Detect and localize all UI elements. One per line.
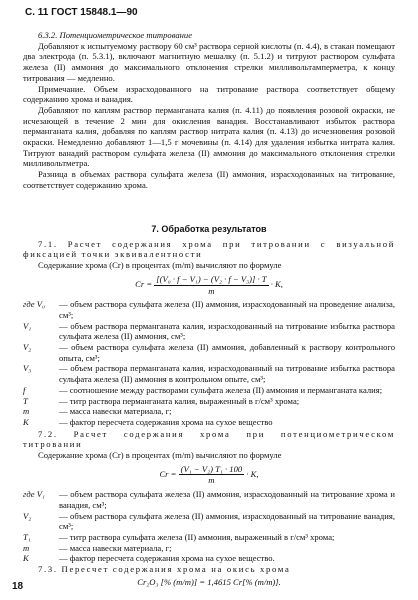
definition-symbol: f <box>23 384 26 395</box>
definition-text: — объем раствора сульфата железа (II) аммония, израсходованный на проведение анализа, см³; <box>59 299 395 320</box>
section-7 <box>23 224 395 588</box>
page-header: С. 11 ГОСТ 15848.1—90 <box>25 7 138 18</box>
section-heading: 7. Обработка результатов <box>151 224 267 234</box>
paragraph: Добавляют по каплям раствор перманганата калия (п. 4.11) до появления розовой окраски, не исчезающей в течение 2 мин для окисления ванадия. Восстанавливают избыток раствора перманганата калия, добавляя по каплям раствор нитрата калия (п. 4.13) до исчезновения розовой окраски. Немедленно добавляют 1—1,5 г мочевины (п. 4.14) для удаления избытка нитрата калия. Титруют ванадий раствором сульфата железа (II) аммония до максимального отклонения стрелки милливольтметра. <box>23 104 395 169</box>
definition-symbol: V₁ <box>23 320 32 331</box>
definition-symbol: m <box>23 542 30 553</box>
fraction <box>154 274 268 296</box>
definition-symbol: где V₀ <box>23 299 46 310</box>
note: Примечание. Объем израсходованного на титрование раствора соответствует общему содержанию хрома и ванадия. <box>23 83 395 105</box>
definition-text: — объем раствора сульфата железа (II) аммония, израсходованный на титрование ванадия, см³; <box>59 510 395 532</box>
denominator: m <box>208 285 215 296</box>
definition-symbol: T <box>23 395 28 406</box>
definition-text: — соотношение между растворами сульфата железа (II) аммония и перманганата калия; <box>59 384 383 395</box>
definition-symbol: K <box>23 553 29 564</box>
section-6-3-2 <box>23 30 395 191</box>
definition-text: — объем раствора перманганата калия, израсходованный на титрование избытка раствора сульфата железа (II) аммония в контрольном опыте, см³; <box>59 363 395 385</box>
subsection-title: 6.3.2. Потенциометрическое титрование <box>38 30 193 40</box>
definition-symbol: K <box>23 416 29 427</box>
definitions-list <box>23 299 395 427</box>
paragraph: Разница в объемах раствора сульфата железа (II) аммония, израсходованных на титрование, соответствует содержанию хрома. <box>23 169 395 190</box>
paragraph: Добавляют к испытуемому раствору 60 см³ раствора серной кислоты (п. 4.4), в стакан помещают два электрода (п. 5.3.1), включают магнитную мешалку (п. 5.1.2) и титруют раствором сульфата железа (II) аммония до максимального отклонения стрелки милливольтамперметра, к концу титрования — медленно. <box>23 40 395 83</box>
definition-text: — титр раствора перманганата калия, выраженный в г/см³ хрома; <box>59 395 300 406</box>
formula-tail: · K, <box>270 278 283 289</box>
definition-text: — фактор пересчета содержания хрома на сухое вещество <box>59 416 273 427</box>
page-number: 18 <box>12 581 24 592</box>
formula-intro: Содержание хрома (Cr) в процентах (m/m) вычисляют по формуле <box>38 260 282 271</box>
subsection-7-3-title: 7.3. Пересчет содержания хрома на окись хрома <box>38 564 291 575</box>
subsection-7-2-title: 7.2. Расчет содержания хрома при потенциометрическом титровании <box>23 428 395 450</box>
numerator: [(V₀ · f − V₁) − (V₂ · f − V₃)] · T <box>156 273 267 284</box>
formula-lhs: Cr = <box>159 468 177 479</box>
definition-symbol: V₂ <box>23 342 32 353</box>
definition-text: — объем раствора сульфата железа (II) аммония, израсходованный на титрование хрома и ванадия, см³; <box>59 489 395 510</box>
subsection-7-1-title: 7.1. Расчет содержания хрома при титровании с визуальной фиксацией точки эквивалентности <box>23 238 395 260</box>
formula-lhs: Cr = <box>135 278 153 289</box>
numerator: (V₁ − V₂) T₁ · 100 <box>180 463 243 474</box>
formula-1 <box>23 274 395 296</box>
definition-text: — масса навески материала, г; <box>59 406 172 417</box>
definition-symbol: V₂ <box>23 510 32 521</box>
formula-intro: Содержание хрома (Cr) в процентах (m/m) вычисляют по формуле <box>38 450 282 461</box>
denominator: m <box>208 475 215 486</box>
formula-2 <box>23 464 395 486</box>
definitions-list <box>23 489 395 564</box>
definition-symbol: где V₁ <box>23 489 46 500</box>
fraction <box>179 464 245 486</box>
definition-text: — объем раствора перманганата калия, израсходованный на титрование избытка раствора сульфата железа (II) аммония, см³; <box>59 320 395 342</box>
definition-symbol: m <box>23 406 30 417</box>
definition-text: — масса навески материала, г; <box>59 542 172 553</box>
definition-text: — титр раствора сульфата железа (II) аммония, выраженный в г/см³ хрома; <box>59 531 335 542</box>
definition-text: — фактор пересчета содержания хрома на сухое вещество. <box>59 553 275 564</box>
definition-text: — объем раствора сульфата железа (II) аммония, добавленный к раствору контрольного опыта, см³; <box>59 342 395 363</box>
formula-3: Cr₂O₃ [% (m/m)] = 1,4615 Cr[% (m/m)]. <box>137 576 281 587</box>
definition-symbol: V₃ <box>23 363 32 374</box>
definition-symbol: T₁ <box>23 531 31 542</box>
formula-tail: · K, <box>246 468 259 479</box>
